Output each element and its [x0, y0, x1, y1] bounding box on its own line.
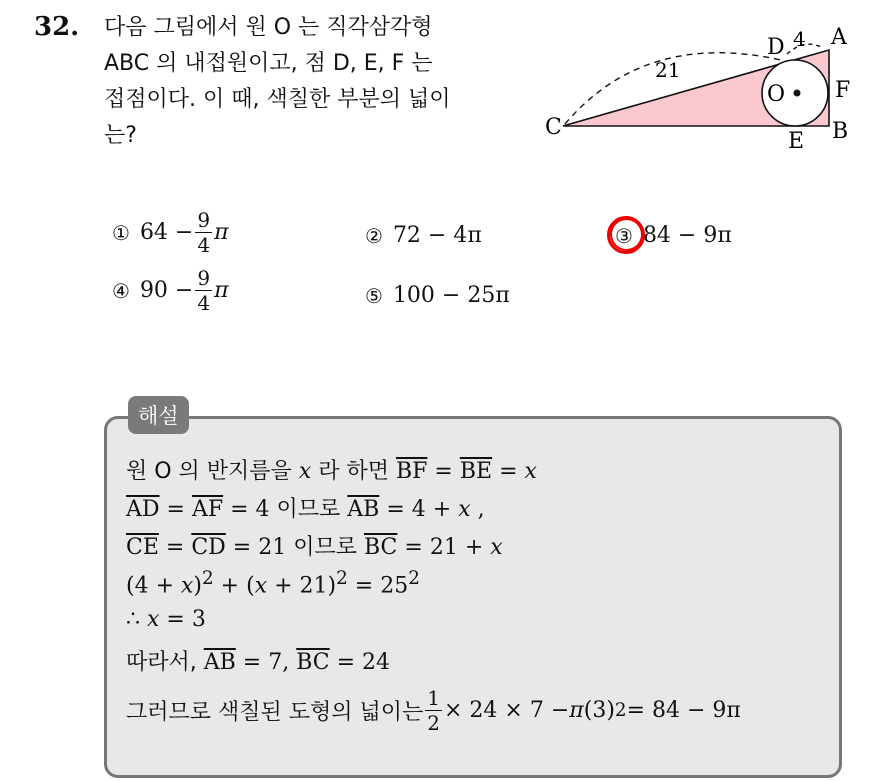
label-c: C [545, 115, 562, 140]
triangle-figure [535, 20, 880, 170]
choice-1-numerator: 9 [197, 208, 211, 232]
question-line-2: ABC 의 내접원이고, 점 D, E, F 는 [104, 51, 433, 76]
sol1-x2: x [524, 459, 537, 484]
sol2-ad: $\overline{AD}$ [126, 497, 160, 522]
center-point [794, 90, 801, 97]
sol3-ko: 이므로 [293, 535, 364, 560]
sol3-eq2: = 21 [225, 535, 294, 560]
choice-1-suffix: π [214, 220, 229, 245]
label-e: E [788, 129, 805, 154]
sol1-eq2: = [492, 459, 525, 484]
sol3-x: x [490, 535, 503, 560]
solution-line-2 [126, 492, 485, 523]
choice-5-text: 100 − 25π [392, 283, 510, 308]
question-text [104, 10, 524, 154]
sol4-c: + ( [213, 573, 255, 599]
sol7-fraction [425, 688, 442, 733]
sol4-sup2: 2 [336, 568, 348, 589]
solution-line-3 [126, 530, 503, 561]
sol5-x: x [147, 607, 160, 632]
choice-1-fraction [195, 210, 212, 255]
label-d: D [767, 35, 785, 60]
sol7-ko: 그러므로 색칠된 도형의 넓이는 [126, 700, 424, 725]
choice-1-number: ① [112, 220, 130, 245]
sol3-eq1: = [158, 535, 192, 560]
solution-line-1 [126, 454, 537, 485]
sol1-text: 원 O 의 반지름을 [126, 459, 299, 484]
solution-tag: 해설 [128, 396, 189, 434]
sol7-expr: × 24 × 7 − [444, 698, 570, 723]
sol4-x: x [181, 573, 194, 599]
choice-3-number [615, 224, 633, 248]
choice-4-prefix: 90 − [139, 278, 194, 303]
sol4-a: (4 + [126, 573, 181, 599]
choice-2-number: ② [365, 223, 383, 248]
sol6-ab: $\overline{AB}$ [203, 650, 236, 675]
sol2-eq1: = [159, 497, 192, 522]
sol3-eq3: = 21 + [397, 535, 491, 560]
choice-1-denominator: 4 [197, 233, 211, 257]
choice-5[interactable] [365, 283, 510, 308]
choice-4-suffix: π [214, 278, 229, 303]
choice-2-text: 72 − 4π [392, 223, 482, 248]
solution-line-6 [126, 645, 390, 676]
solution-line-4 [126, 568, 420, 598]
sol1-x: x [298, 459, 312, 484]
sol5-therefore: ∴ [126, 607, 147, 632]
choice-4[interactable] [112, 268, 229, 313]
sol1-bf: $\overline{BF}$ [395, 459, 428, 484]
sol4-x2: x [254, 573, 268, 599]
choice-3[interactable] [615, 223, 732, 248]
length-da: 4 [793, 27, 806, 51]
sol1-eq1: = [427, 459, 460, 484]
question-line-4: 는? [104, 123, 137, 148]
choice-3-number-text: ③ [615, 223, 633, 248]
sol2-af: $\overline{AF}$ [191, 497, 224, 522]
choice-1-prefix: 64 − [139, 220, 194, 245]
sol7-denominator: 2 [427, 711, 440, 735]
sol4-b: ) [193, 573, 203, 599]
sol2-tail: , [470, 497, 485, 522]
label-f: F [835, 78, 851, 103]
sol6-eq2: = 24 [329, 650, 391, 675]
sol3-cd: $\overline{CD}$ [191, 535, 226, 560]
sol7-result: = 84 − 9π [626, 698, 741, 723]
choice-4-denominator: 4 [197, 291, 211, 315]
sol7-sup: 2 [614, 700, 627, 721]
sol7-pi: π [569, 698, 584, 723]
choice-2[interactable] [365, 223, 482, 248]
sol1-text2: 라 하면 [311, 459, 396, 484]
label-a: A [831, 25, 847, 50]
length-cd: 21 [655, 58, 681, 82]
question-line-1: 다음 그림에서 원 O 는 직각삼각형 [104, 15, 433, 40]
sol7-numerator: 1 [427, 686, 440, 710]
choice-5-number: ⑤ [365, 283, 383, 308]
question-line-3: 접점이다. 이 때, 색칠한 부분의 넓이 [104, 87, 451, 112]
sol2-x: x [458, 497, 471, 522]
sol4-sup3: 2 [408, 568, 420, 589]
sol6-eq1: = 7, [235, 650, 297, 675]
sol4-sup1: 2 [202, 568, 214, 589]
sol6-bc: $\overline{BC}$ [296, 650, 330, 675]
label-b: B [832, 119, 849, 144]
question-number: 32. [34, 12, 80, 42]
solution-line-7 [126, 688, 741, 733]
choice-4-number: ④ [112, 278, 130, 303]
sol2-ko: 이므로 [276, 497, 348, 522]
choice-4-numerator: 9 [197, 266, 211, 290]
selected-mark-stroke-icon [605, 213, 647, 255]
choice-1[interactable] [112, 210, 229, 255]
sol2-eq3: = 4 + [379, 497, 459, 522]
sol7-tail: (3) [583, 698, 615, 723]
sol2-ab: $\overline{AB}$ [347, 497, 380, 522]
sol3-ce: $\overline{CE}$ [126, 535, 159, 560]
sol2-eq2: = 4 [223, 497, 277, 522]
sol1-be: $\overline{BE}$ [459, 459, 493, 484]
sol5-b: = 3 [159, 607, 206, 632]
sol6-ko: 따라서, [126, 650, 204, 675]
sol4-d: + 21) [267, 573, 337, 599]
solution-line-5 [126, 607, 206, 632]
choice-4-fraction [195, 268, 212, 313]
choice-3-text: 84 − 9π [642, 223, 732, 248]
sol4-e: = 25 [347, 573, 409, 599]
label-o: O [767, 82, 786, 107]
sol3-bc: $\overline{BC}$ [363, 535, 398, 560]
